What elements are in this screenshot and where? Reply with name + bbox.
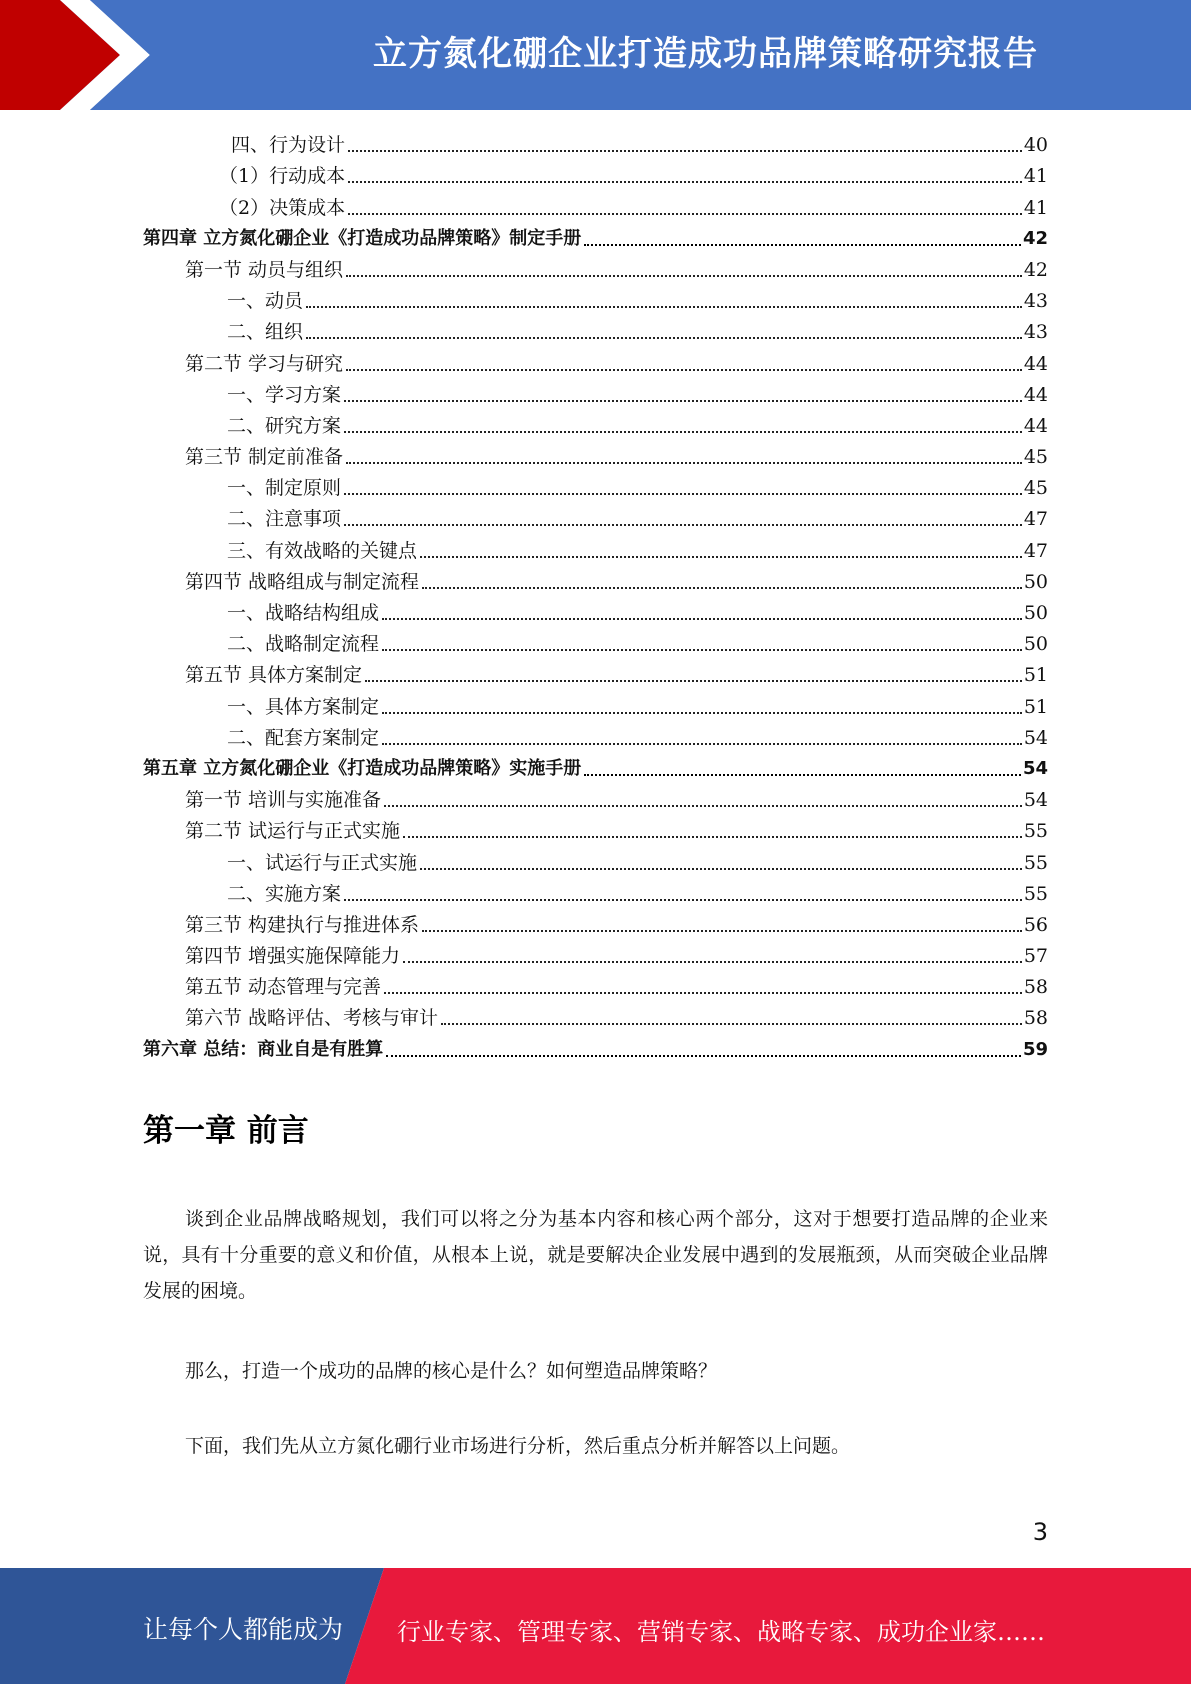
toc-dot-leader [346, 275, 1022, 277]
toc-entry-label: 一、动员 [227, 290, 304, 313]
toc-dot-leader [441, 1023, 1022, 1025]
toc-dot-leader [403, 836, 1022, 838]
toc-entry-label: 第四节 增强实施保障能力 [185, 945, 401, 968]
toc-entry-label: 二、研究方案 [227, 414, 342, 437]
toc-dot-leader [344, 899, 1022, 901]
toc-entry-label: （1）行动成本 [219, 165, 346, 188]
footer-banner [0, 1568, 1191, 1684]
toc-entry-label: 一、具体方案制定 [227, 695, 380, 718]
toc-entry[interactable] [143, 596, 1048, 627]
toc-entry-label: 二、战略制定流程 [227, 633, 380, 656]
toc-entry-page: 58 [1023, 1007, 1048, 1030]
toc-dot-leader [382, 649, 1022, 651]
toc-entry[interactable] [143, 908, 1048, 939]
toc-dot-leader [344, 493, 1022, 495]
toc-entry[interactable] [143, 689, 1048, 720]
toc-entry-page: 55 [1023, 882, 1048, 905]
toc-entry-label: 一、试运行与正式实施 [227, 851, 418, 874]
toc-dot-leader [422, 930, 1022, 932]
toc-entry[interactable] [143, 970, 1048, 1001]
toc-entry-page: 45 [1023, 446, 1048, 469]
toc-entry-page: 55 [1023, 851, 1048, 874]
toc-entry-page: 50 [1023, 602, 1048, 624]
toc-dot-leader [584, 774, 1021, 776]
toc-dot-leader [344, 431, 1022, 433]
toc-entry-label: 四、行为设计 [231, 134, 346, 157]
toc-dot-leader [306, 306, 1022, 308]
body-paragraph: 谈到企业品牌战略规划，我们可以将之分为基本内容和核心两个部分，这对于想要打造品牌的企业来说，具有十分重要的意义和价值，从根本上说，就是要解决企业发展中遇到的发展瓶颈，从而突破企业品牌发展的困境。 [143, 1208, 1048, 1302]
toc-dot-leader [422, 587, 1022, 589]
toc-dot-leader [382, 743, 1022, 745]
toc-entry-label: 一、制定原则 [227, 477, 342, 500]
toc-dot-leader [348, 181, 1022, 183]
toc-entry-page: 50 [1023, 570, 1048, 593]
toc-dot-leader [420, 868, 1022, 870]
toc-entry-page: 43 [1023, 321, 1048, 344]
toc-entry[interactable] [143, 783, 1048, 814]
toc-entry[interactable] [143, 222, 1048, 253]
toc-entry-page: 55 [1023, 820, 1048, 843]
toc-entry-label: 第三节 制定前准备 [185, 446, 344, 469]
toc-entry-page: 45 [1023, 477, 1048, 500]
toc-entry[interactable] [143, 128, 1048, 159]
toc-dot-leader [348, 213, 1022, 215]
toc-entry[interactable] [143, 658, 1048, 689]
toc-entry[interactable] [143, 721, 1048, 752]
toc-entry[interactable] [143, 627, 1048, 658]
table-of-contents [143, 128, 1048, 1064]
toc-entry-label: 第五节 具体方案制定 [185, 664, 363, 687]
toc-entry-label: 第五节 动态管理与完善 [185, 976, 382, 999]
toc-dot-leader [306, 337, 1022, 339]
toc-entry-label: 二、组织 [227, 321, 304, 344]
toc-entry-page: 58 [1023, 976, 1048, 999]
toc-entry-page: 54 [1023, 726, 1048, 749]
toc-entry[interactable] [143, 565, 1048, 596]
toc-entry[interactable] [143, 814, 1048, 845]
toc-dot-leader [365, 680, 1022, 682]
body-paragraph: 那么，打造一个成功的品牌的核心是什么？如何塑造品牌策略？ [185, 1360, 718, 1382]
toc-entry[interactable] [143, 284, 1048, 315]
toc-entry[interactable] [143, 471, 1048, 502]
toc-entry-page: 44 [1023, 383, 1048, 406]
toc-entry[interactable] [143, 533, 1048, 564]
toc-entry-page: 41 [1023, 165, 1048, 188]
toc-entry[interactable] [143, 159, 1048, 190]
toc-entry[interactable] [143, 752, 1048, 783]
toc-entry-label: 一、学习方案 [227, 383, 342, 406]
toc-entry-label: 第四章 立方氮化硼企业《打造成功品牌策略》制定手册 [143, 227, 582, 249]
toc-dot-leader [344, 400, 1022, 402]
toc-entry[interactable] [143, 253, 1048, 284]
header-arrow-graphic [0, 0, 240, 110]
toc-entry-page: 44 [1023, 352, 1048, 375]
toc-entry-page: 56 [1023, 913, 1048, 936]
toc-entry-label: 二、注意事项 [227, 508, 342, 531]
toc-entry-label: 第一节 动员与组织 [185, 258, 344, 281]
toc-entry-page: 43 [1023, 290, 1048, 313]
toc-entry-label: 第二节 学习与研究 [185, 352, 344, 375]
footer-slogan-right: 行业专家、管理专家、营销专家、战略专家、成功企业家…… [397, 1618, 1045, 1646]
toc-dot-leader [584, 244, 1021, 246]
toc-entry-label: 第六章 总结：商业自是有胜算 [143, 1038, 384, 1060]
toc-entry-page: 54 [1022, 757, 1048, 779]
toc-entry[interactable] [143, 502, 1048, 533]
toc-entry-page: 47 [1023, 539, 1048, 562]
toc-entry-page: 57 [1023, 945, 1048, 968]
toc-entry-page: 50 [1023, 633, 1048, 656]
toc-entry[interactable] [143, 315, 1048, 346]
toc-entry[interactable] [143, 845, 1048, 876]
toc-entry[interactable] [143, 440, 1048, 471]
toc-entry-label: 第三节 构建执行与推进体系 [185, 913, 420, 936]
toc-entry-page: 51 [1023, 664, 1048, 687]
chapter-heading: 第一章 前言 [143, 1113, 309, 1149]
toc-entry-label: 一、战略结构组成 [227, 602, 380, 624]
toc-entry-label: 第四节 战略组成与制定流程 [185, 570, 420, 593]
toc-dot-leader [348, 150, 1022, 152]
toc-entry-label: 第六节 战略评估、考核与审计 [185, 1007, 439, 1030]
toc-dot-leader [403, 961, 1022, 963]
toc-entry-page: 40 [1023, 134, 1048, 157]
toc-entry-page: 42 [1022, 227, 1048, 249]
toc-entry-label: 二、配套方案制定 [227, 726, 380, 749]
footer-slogan-left: 让每个人都能成为 [143, 1615, 344, 1644]
toc-dot-leader [344, 524, 1022, 526]
document-title: 立方氮化硼企业打造成功品牌策略研究报告 [373, 34, 1038, 74]
toc-dot-leader [420, 556, 1022, 558]
page-number: 3 [1032, 1518, 1048, 1546]
toc-entry-page: 42 [1023, 258, 1048, 281]
toc-entry[interactable] [143, 939, 1048, 970]
toc-entry-page: 54 [1023, 789, 1048, 812]
toc-entry[interactable] [143, 409, 1048, 440]
toc-entry-label: 第五章 立方氮化硼企业《打造成功品牌策略》实施手册 [143, 757, 582, 779]
toc-entry-label: 第二节 试运行与正式实施 [185, 820, 401, 843]
toc-entry-page: 44 [1023, 414, 1048, 437]
toc-entry-page: 47 [1023, 508, 1048, 531]
toc-entry[interactable] [143, 1032, 1048, 1063]
toc-dot-leader [382, 618, 1022, 620]
header-banner [0, 0, 1191, 110]
toc-entry[interactable] [143, 190, 1048, 221]
toc-dot-leader [382, 712, 1022, 714]
body-paragraph: 下面，我们先从立方氮化硼行业市场进行分析，然后重点分析并解答以上问题。 [185, 1435, 851, 1457]
toc-entry-page: 51 [1023, 695, 1048, 718]
toc-dot-leader [384, 805, 1022, 807]
toc-entry[interactable] [143, 346, 1048, 377]
toc-entry-label: 三、有效战略的关键点 [227, 539, 418, 562]
toc-entry-label: 二、实施方案 [227, 882, 342, 905]
toc-dot-leader [386, 1055, 1021, 1057]
toc-entry[interactable] [143, 1001, 1048, 1032]
toc-entry[interactable] [143, 378, 1048, 409]
toc-dot-leader [346, 369, 1022, 371]
toc-entry[interactable] [143, 877, 1048, 908]
toc-entry-label: 第一节 培训与实施准备 [185, 789, 382, 812]
toc-dot-leader [346, 462, 1022, 464]
toc-dot-leader [384, 992, 1022, 994]
toc-entry-page: 41 [1023, 196, 1048, 219]
toc-entry-page: 59 [1022, 1038, 1048, 1060]
toc-entry-label: （2）决策成本 [219, 196, 346, 219]
